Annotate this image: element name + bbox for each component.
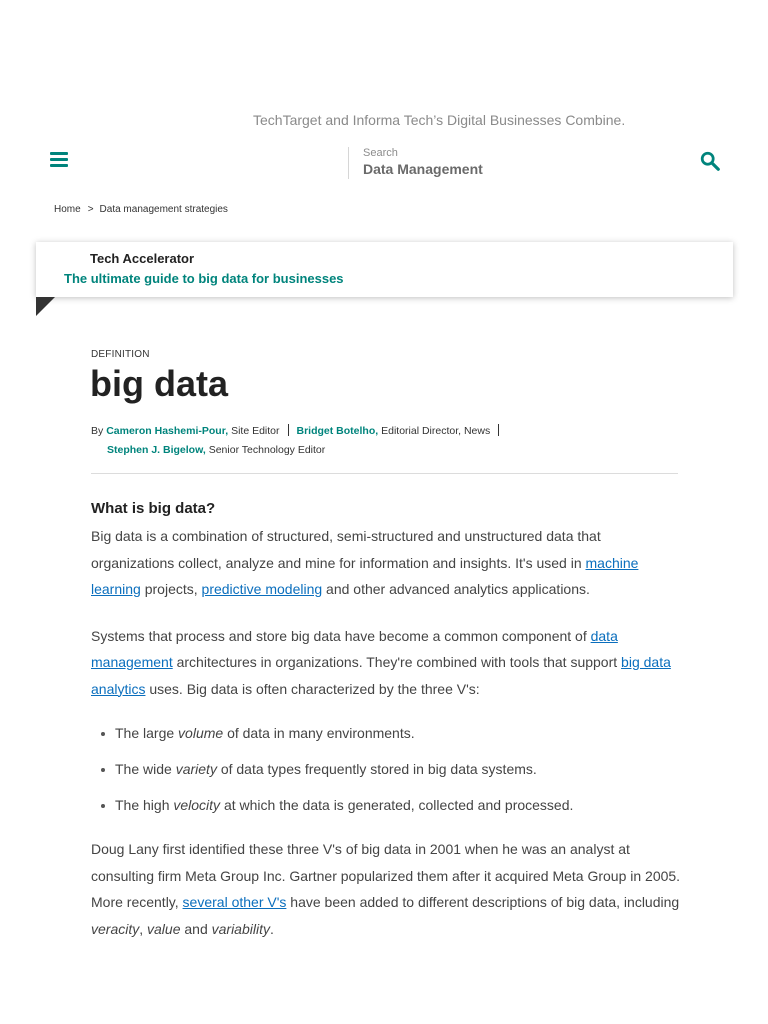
link-data-management[interactable]: data management [91, 627, 618, 670]
text-run: have been added to different descriptions of big data, including [286, 894, 680, 910]
article-body [91, 499, 681, 962]
section-heading: What is big data? [91, 500, 216, 517]
text-run: and [180, 920, 212, 937]
text-run: The wide [115, 761, 176, 777]
article-kicker: DEFINITION [91, 349, 150, 360]
breadcrumb-separator: > [87, 204, 94, 215]
text-run: Systems that process and store big data have become a common component of [91, 627, 591, 644]
emphasis: volume [178, 725, 224, 741]
list-item [91, 758, 681, 780]
text-run: Big data is a combination of structured, semi-structured and unstructured data that organizations collect, analyze and mine for information and insights. It's used in [91, 528, 601, 571]
author-link[interactable]: Bridget Botelho, [296, 425, 379, 437]
paragraph [91, 836, 681, 942]
paragraph [91, 523, 681, 603]
search-topic: Data Management [363, 161, 483, 177]
accelerator-title-link[interactable]: The ultimate guide to big data for businesses [64, 271, 344, 286]
list-item [91, 794, 681, 816]
link-machine-learning[interactable]: machine learning [91, 554, 639, 597]
emphasis: veracity [91, 920, 140, 937]
search-box[interactable] [348, 147, 483, 179]
text-run: architectures in organizations. They're combined with tools that support [172, 654, 622, 670]
list-item [91, 722, 681, 744]
card-fold-corner [36, 297, 55, 316]
tech-accelerator-card[interactable] [36, 242, 733, 297]
divider [91, 473, 678, 474]
text-run: The high [115, 797, 174, 813]
emphasis: velocity [173, 797, 221, 813]
announcement-banner[interactable]: TechTarget and Informa Tech’s Digital Businesses Combine. [253, 112, 626, 128]
accelerator-kicker: Tech Accelerator [90, 251, 195, 266]
text-run: uses. Big data is often characterized by the three V's: [145, 680, 480, 697]
menu-icon[interactable] [50, 152, 68, 168]
text-run: at which the data is generated, collected and processed. [220, 797, 574, 813]
emphasis: variety [175, 761, 217, 777]
text-run: Doug Lany first identified these three V's of big data in 2001 when he was an analyst at consulting firm Meta Group Inc. Gartner popularized them after it acquired Meta Group in 2005. More recently, [91, 841, 681, 910]
link-several-other-vs[interactable]: several other V's [182, 894, 287, 910]
text-run: of data types frequently stored in big data systems. [216, 761, 537, 777]
byline-divider [288, 424, 289, 436]
site-header [0, 140, 768, 184]
text-run: , [139, 920, 148, 937]
byline-divider [498, 424, 499, 436]
text-run: projects, [140, 581, 202, 597]
breadcrumb-current[interactable]: Data management strategies [99, 204, 228, 215]
byline [91, 422, 691, 460]
author-role: Editorial Director, News [381, 425, 491, 437]
author-link[interactable]: Cameron Hashemi-Pour, [106, 425, 229, 437]
emphasis: variability [211, 920, 270, 937]
paragraph [91, 623, 681, 703]
link-predictive-modeling[interactable]: predictive modeling [201, 581, 323, 597]
bullet-list [91, 722, 681, 816]
author-role: Site Editor [231, 425, 280, 437]
byline-by: By [91, 425, 104, 437]
page-title: big data [90, 363, 229, 404]
text-run: The large [115, 725, 179, 741]
author-role: Senior Technology Editor [208, 444, 326, 456]
search-icon[interactable] [699, 150, 721, 172]
link-big-data-analytics[interactable]: big data analytics [91, 654, 671, 697]
search-label: Search [363, 147, 398, 159]
emphasis: value [147, 920, 181, 937]
text-run: . [269, 920, 274, 937]
author-link[interactable]: Stephen J. Bigelow, [107, 444, 206, 456]
text-run: and other advanced analytics applications. [322, 581, 590, 597]
breadcrumb [54, 204, 228, 215]
breadcrumb-home[interactable]: Home [54, 204, 81, 215]
text-run: of data in many environments. [223, 725, 415, 741]
